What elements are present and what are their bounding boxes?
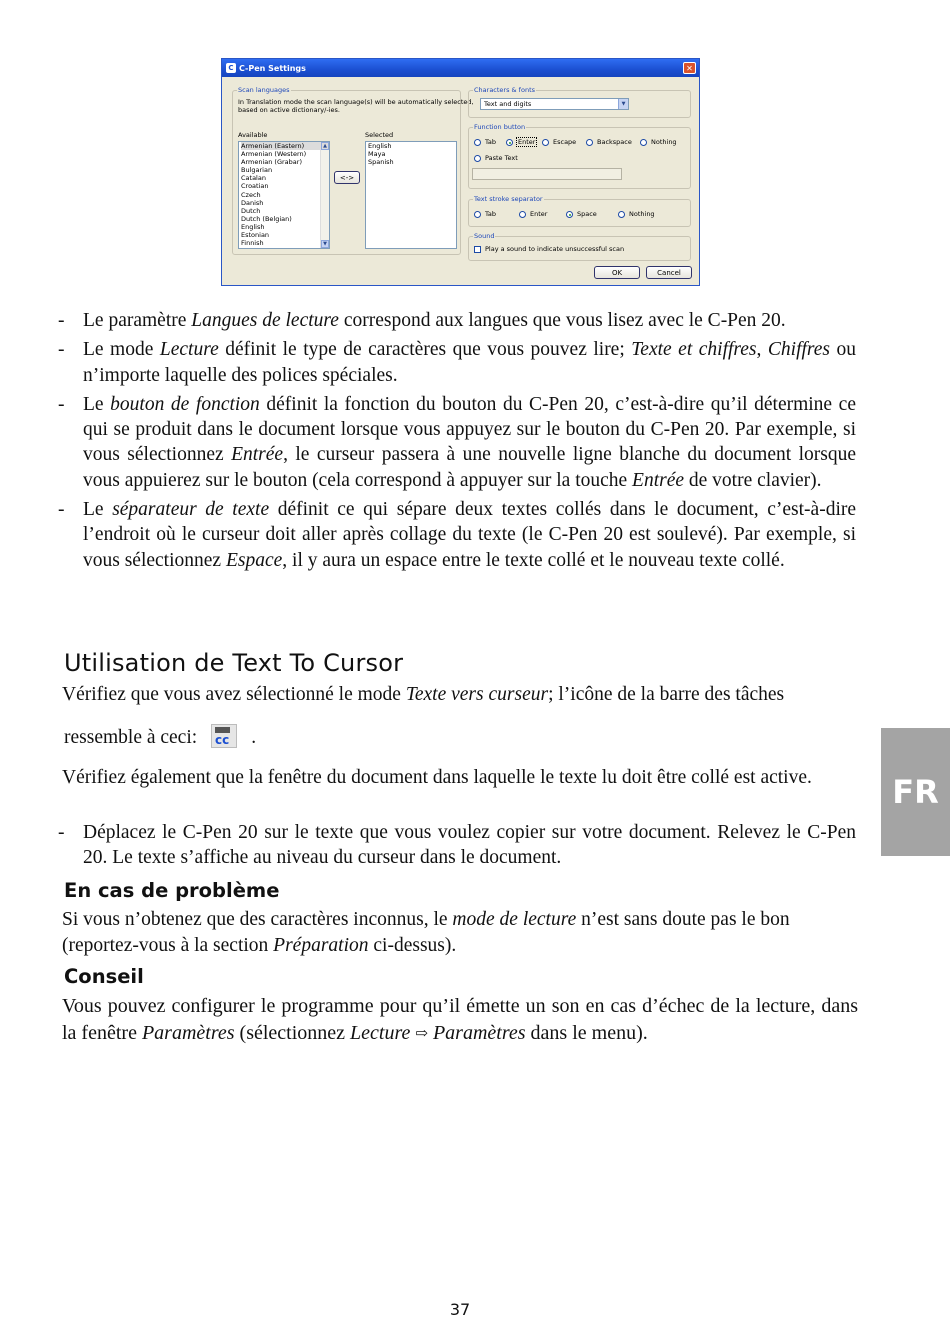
close-icon[interactable]: ✕ [683, 62, 696, 74]
characters-fonts-select[interactable] [480, 98, 629, 110]
characters-fonts-value: Text and digits [484, 100, 532, 108]
list-item[interactable]: Finnish [241, 239, 264, 248]
scan-info-line-1: In Translation mode the scan language(s) will be automatically selected, [238, 98, 474, 106]
scroll-down-icon[interactable]: ▼ [321, 240, 329, 248]
scroll-up-icon[interactable]: ▲ [321, 142, 329, 150]
list-item[interactable]: Danish [241, 198, 264, 207]
section-para-2: Vérifiez également que la fenêtre du document dans laquelle le texte lu doit être collé est active. [62, 767, 812, 788]
function-paste-radio[interactable] [474, 155, 481, 162]
text-separator-label: Text stroke separator [474, 195, 543, 203]
list-item[interactable]: Bulgarian [241, 166, 273, 175]
list-item[interactable]: English [368, 142, 392, 150]
separator-enter-radio[interactable] [519, 211, 526, 218]
list-item[interactable]: Catalan [241, 174, 266, 183]
function-backspace-radio[interactable] [586, 139, 593, 146]
section-intro: Vérifiez que vous avez sélectionné le mode Texte vers curseur; l’icône de la barre des tâches [62, 684, 785, 705]
function-tab-radio[interactable] [474, 139, 481, 146]
section-title: Utilisation de Text To Cursor [64, 649, 404, 677]
paste-text-field[interactable] [472, 168, 622, 180]
selected-label: Selected [365, 131, 394, 139]
settings-dialog-screenshot [221, 58, 700, 286]
section-icon-line: ressemble à ceci: cc . [64, 724, 860, 751]
available-languages-list[interactable] [238, 141, 330, 249]
separator-tab-radio[interactable] [474, 211, 481, 218]
list-item[interactable]: Croatian [241, 182, 269, 191]
list-item[interactable]: Spanish [368, 158, 394, 167]
list-item[interactable]: Armenian (Eastern) [241, 142, 329, 150]
list-item[interactable]: Armenian (Grabar) [241, 158, 302, 167]
cpen-logo-icon: C [226, 63, 236, 73]
sound-checkbox-label: Play a sound to indicate unsuccessful scan [485, 245, 625, 253]
scan-info-line-2: based on active dictionary/-ies. [238, 106, 340, 114]
list-item[interactable]: English [241, 222, 265, 231]
bullet-function-button: - Le bouton de fonction définit la fonction du bouton du C-Pen 20, c’est-à-dire qu’il détermine ce qui se produit dans le document lorsque vous appuyez sur le bouton du C-Pen 20. Par exemple, si vous sélectionnez Entrée, le curseur passera à une nouvelle ligne blanche du document lorsque vous appuierez sur le bouton (cela correspond à appuyer sur la touche Entrée de votre clavier). [58, 392, 856, 493]
function-paste-label: Paste Text [485, 154, 518, 162]
bullet-text-separator: - Le séparateur de texte définit ce qui sépare deux textes collés dans le document, c’est-à-dire l’endroit où le curseur doit aller après collage du texte (le C-Pen 20 est soulevé). Par exemple, si vous sélectionnez Espace, il y aura un espace entre le texte collé et le nouveau texte collé. [58, 497, 856, 573]
function-backspace-label: Backspace [597, 138, 632, 146]
list-item[interactable]: Estonian [241, 231, 270, 240]
page-number: 37 [449, 1300, 471, 1319]
arrow-right-icon: ⇨ [415, 1026, 428, 1042]
tip-title: Conseil [64, 965, 144, 988]
separator-tab-label: Tab [485, 210, 497, 218]
sound-label: Sound [474, 232, 495, 240]
function-escape-label: Escape [553, 138, 577, 146]
bullet-scan-languages: - Le paramètre Langues de lecture correspond aux langues que vous lisez avec le C-Pen 20. [58, 308, 856, 333]
function-enter-radio[interactable] [506, 139, 513, 146]
function-nothing-radio[interactable] [640, 139, 647, 146]
sound-checkbox[interactable] [474, 246, 481, 253]
text-to-cursor-icon [211, 724, 237, 748]
separator-nothing-label: Nothing [629, 210, 655, 218]
ok-button[interactable]: OK [594, 266, 640, 279]
available-label: Available [238, 131, 268, 139]
scan-languages-label: Scan languages [238, 86, 290, 94]
list-item[interactable]: Czech [241, 190, 261, 199]
problem-title: En cas de problème [64, 879, 280, 902]
function-tab-label: Tab [485, 138, 497, 146]
svg-text:cc: cc [215, 733, 230, 747]
function-nothing-label: Nothing [651, 138, 677, 146]
list-item[interactable]: Dutch [241, 206, 261, 215]
separator-nothing-radio[interactable] [618, 211, 625, 218]
bullet-reading-mode: - Le mode Lecture définit le type de caractères que vous pouvez lire; Texte et chiffres, Chiffres ou n’importe laquelle des polices spéciales. [58, 337, 856, 388]
dialog-title: C-Pen Settings [239, 63, 306, 73]
separator-enter-label: Enter [530, 210, 548, 218]
bullet-move-pen: - Déplacez le C-Pen 20 sur le texte que vous voulez copier sur votre document. Relevez le C-Pen 20. Le texte s’affiche au niveau du curseur dans le document. [58, 820, 856, 871]
language-side-tab: FR [881, 728, 950, 856]
settings-bullet-list [58, 308, 856, 577]
function-enter-label: Enter [518, 138, 536, 146]
function-escape-radio[interactable] [542, 139, 549, 146]
list-item[interactable]: Dutch (Belgian) [241, 214, 292, 223]
separator-space-radio[interactable] [566, 211, 573, 218]
function-button-label: Function button [474, 123, 526, 131]
separator-space-label: Space [577, 210, 597, 218]
list-item[interactable]: Maya [368, 150, 386, 159]
list-scrollbar[interactable] [320, 142, 329, 248]
characters-fonts-label: Characters & fonts [474, 86, 535, 94]
tip-text: Vous pouvez configurer le programme pour qu’il émette un son en cas d’échec de la lecture, dans la fenêtre Paramètres (sélectionnez Lecture ⇨ Paramètres dans le menu). [62, 993, 858, 1048]
problem-text: Si vous n’obtenez que des caractères inconnus, le mode de lecture n’est sans doute pas le bon (reportez-vous à la section Préparation ci-dessus). [62, 909, 790, 956]
section-bullet-list [58, 820, 856, 875]
cancel-button[interactable]: Cancel [646, 266, 692, 279]
chevron-down-icon[interactable]: ▼ [618, 99, 628, 109]
swap-language-button[interactable]: <-> [334, 171, 360, 184]
list-item[interactable]: Armenian (Western) [241, 150, 307, 159]
selected-languages-list[interactable] [365, 141, 457, 249]
dialog-titlebar [222, 59, 699, 77]
